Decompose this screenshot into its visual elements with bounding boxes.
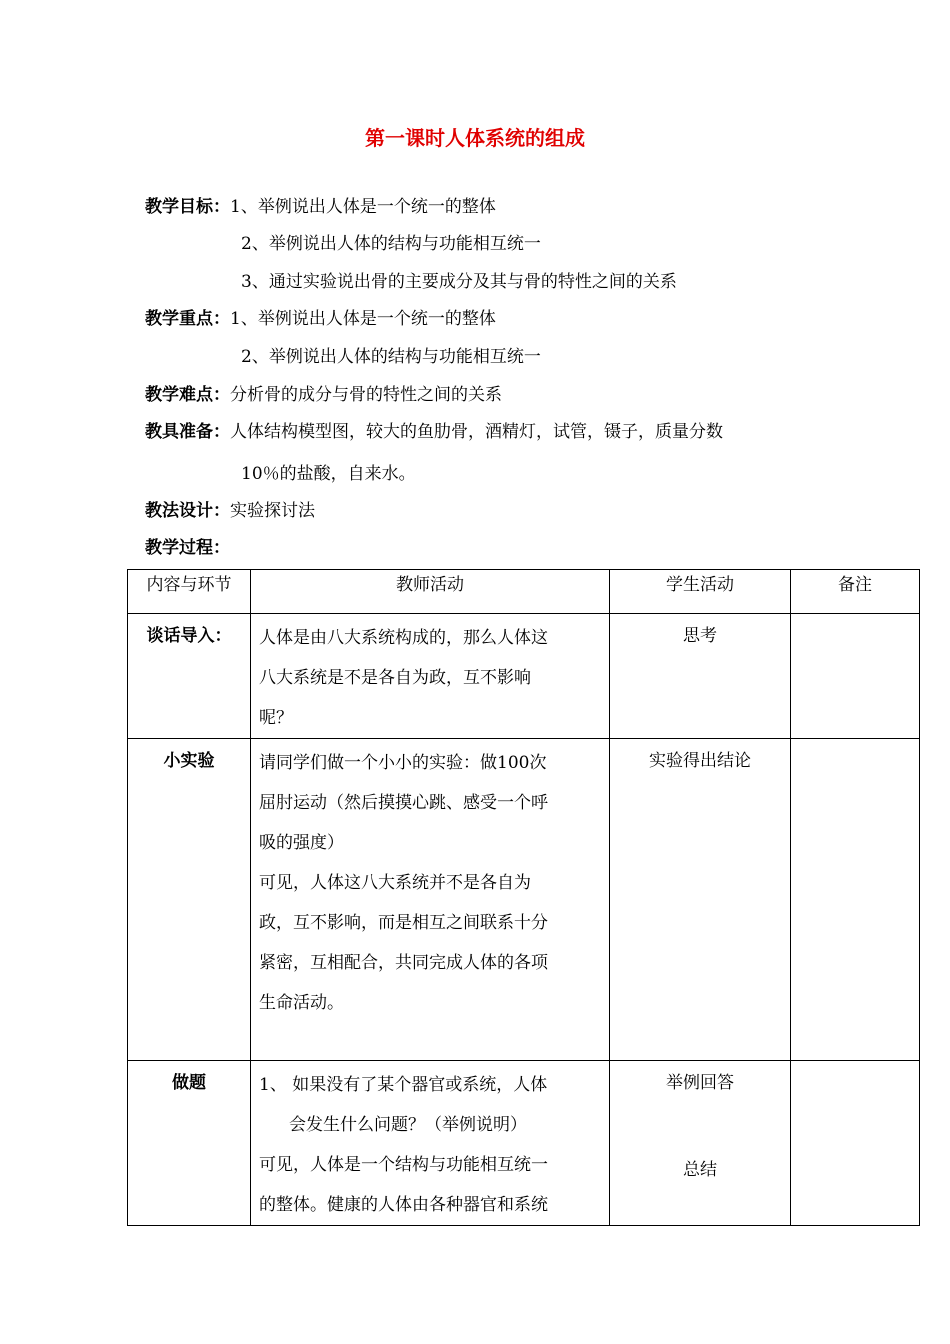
section-cell: 做题 — [128, 1061, 251, 1226]
note-cell — [791, 1061, 920, 1226]
teacher-line: 可见，人体是一个结构与功能相互统一 — [259, 1155, 548, 1175]
table-row — [128, 614, 920, 739]
objectives-row — [145, 197, 496, 217]
section-cell: 小实验 — [128, 739, 251, 1061]
teacher-line: 1、 如果没有了某个器官或系统，人体 — [259, 1075, 548, 1095]
difficulty-text: 分析骨的成分与骨的特性之间的关系 — [230, 385, 502, 405]
table-header-row — [128, 570, 920, 614]
key-points-row — [145, 309, 496, 329]
key-point-item: 1、举例说出人体是一个统一的整体 — [230, 309, 496, 329]
objective-item: 2、举例说出人体的结构与功能相互统一 — [241, 234, 541, 254]
table-row — [128, 1061, 920, 1226]
objective-item: 1、举例说出人体是一个统一的整体 — [230, 197, 496, 217]
materials-text: 人体结构模型图，较大的鱼肋骨，酒精灯，试管，镊子，质量分数 — [230, 422, 723, 442]
header-cell: 教师活动 — [251, 570, 610, 614]
student-line: 总结 — [683, 1160, 717, 1180]
teacher-line: 可见，人体这八大系统并不是各自为 — [259, 873, 531, 893]
teacher-line: 紧密，互相配合，共同完成人体的各项 — [259, 953, 548, 973]
objective-item: 3、通过实验说出骨的主要成分及其与骨的特性之间的关系 — [241, 272, 677, 292]
header-cell: 学生活动 — [610, 570, 791, 614]
teacher-line: 政，互不影响，而是相互之间联系十分 — [259, 913, 548, 933]
student-line: 举例回答 — [666, 1073, 734, 1093]
key-points-label: 教学重点： — [145, 309, 230, 329]
materials-text-cont: 10％的盐酸，自来水。 — [241, 464, 416, 484]
teacher-line: 会发生什么问题？（举例说明） — [289, 1115, 527, 1135]
teacher-line: 八大系统是不是各自为政，互不影响 — [259, 668, 531, 688]
method-text: 实验探讨法 — [230, 501, 315, 521]
teacher-line: 请同学们做一个小小的实验：做100次 — [259, 753, 547, 773]
student-activity-cell — [610, 1061, 791, 1226]
spacer — [610, 1093, 790, 1155]
teacher-line: 生命活动。 — [259, 993, 344, 1013]
difficulty-label: 教学难点： — [145, 385, 230, 405]
page-title: 第一课时人体系统的组成 — [365, 126, 585, 150]
header-cell: 内容与环节 — [128, 570, 251, 614]
method-label: 教法设计： — [145, 501, 230, 521]
process-label: 教学过程： — [145, 538, 230, 558]
teacher-line: 人体是由八大系统构成的，那么人体这 — [259, 628, 548, 648]
teacher-activity-cell — [251, 1061, 610, 1226]
process-row — [145, 538, 230, 558]
student-activity-cell: 实验得出结论 — [610, 739, 791, 1061]
teacher-line: 的整体。健康的人体由各种器官和系统 — [259, 1195, 548, 1215]
teacher-line: 呢？ — [259, 708, 293, 728]
student-activity-cell: 思考 — [610, 614, 791, 739]
difficulty-row — [145, 385, 502, 405]
materials-row — [145, 422, 723, 442]
key-point-item: 2、举例说出人体的结构与功能相互统一 — [241, 347, 541, 367]
teacher-line: 吸的强度） — [259, 833, 344, 853]
teacher-line: 屈肘运动（然后摸摸心跳、感受一个呼 — [259, 793, 548, 813]
header-cell: 备注 — [791, 570, 920, 614]
section-cell: 谈话导入： — [128, 614, 251, 739]
objectives-label: 教学目标： — [145, 197, 230, 217]
teacher-activity-cell — [251, 739, 610, 1061]
note-cell — [791, 614, 920, 739]
table-row — [128, 739, 920, 1061]
method-row — [145, 501, 315, 521]
note-cell — [791, 739, 920, 1061]
process-table — [127, 569, 920, 1226]
teacher-activity-cell — [251, 614, 610, 739]
materials-label: 教具准备： — [145, 422, 230, 442]
